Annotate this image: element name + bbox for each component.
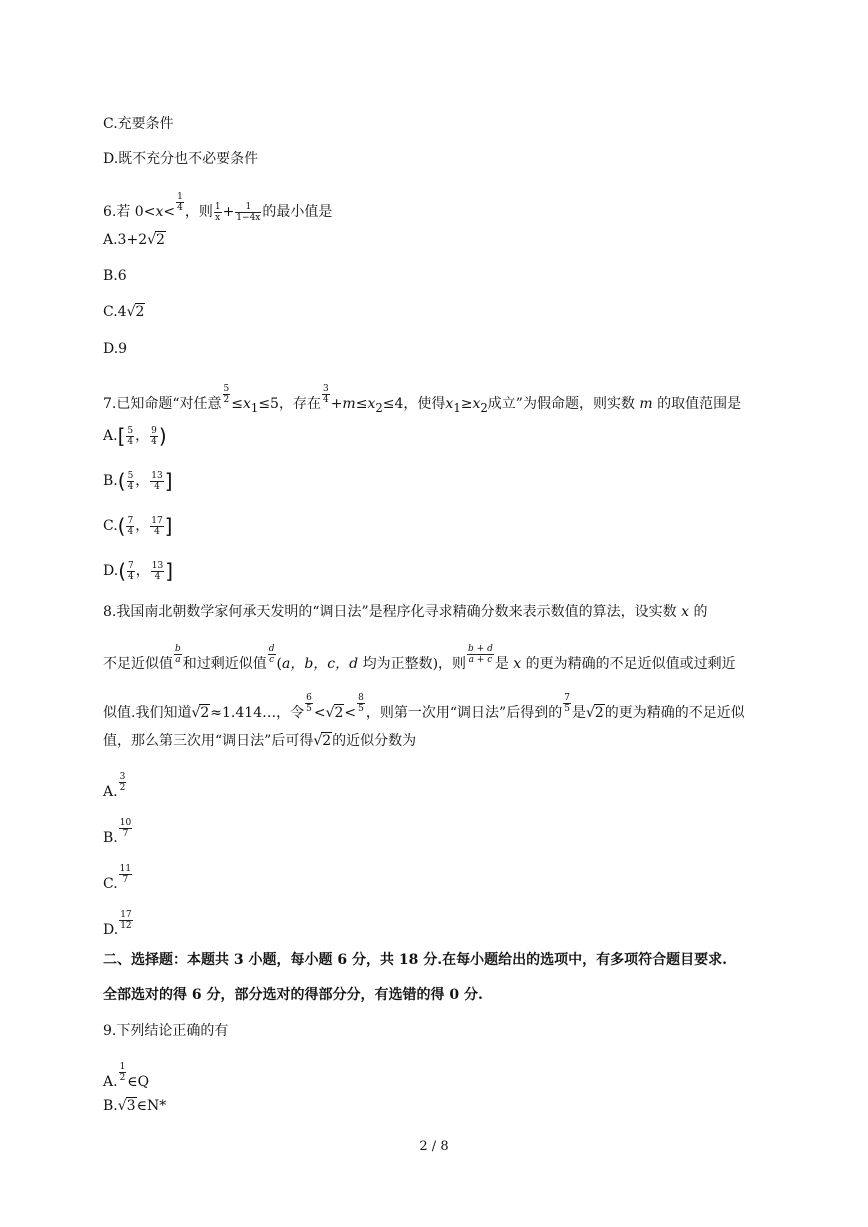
var-m: m	[342, 396, 356, 412]
q7-text: ≤5，存在	[258, 396, 321, 412]
fraction: $\frac{11}{7}$	[119, 864, 132, 885]
bracket-right: )	[158, 424, 167, 448]
lt-sign: <	[163, 204, 176, 220]
q8-text: ，则第一次用“调日法”后得到的	[365, 705, 563, 721]
q8-text: 是	[571, 705, 586, 721]
sqrt-2: √2	[585, 705, 604, 721]
fraction: $\frac{7}{4}$	[128, 560, 134, 582]
q8-option-a	[103, 772, 127, 800]
le-sign: ≤	[355, 396, 368, 412]
q8-text: ≈1.414…，令	[210, 705, 305, 721]
option-text: D.	[103, 563, 119, 579]
q8-option-b	[103, 818, 133, 846]
option-c-line	[103, 113, 174, 133]
q8-option-c	[103, 864, 133, 892]
option-text: C.	[103, 518, 118, 534]
fraction: $\frac{13}{4}$	[151, 470, 163, 492]
option-text: A.3+2	[103, 232, 148, 248]
var-x1: x	[445, 396, 454, 412]
fraction-quarter: $\frac{1}{4}$	[177, 192, 183, 213]
option-text: B.	[103, 473, 118, 489]
section-2-heading-cont	[103, 984, 483, 1004]
var-x1: x	[242, 396, 251, 412]
option-d-line	[103, 148, 258, 168]
lt-sign: <	[313, 705, 326, 721]
fraction: $\frac{5}{4}$	[127, 425, 134, 447]
q8-text: 值，那么第三次用“调日法”后可得	[103, 733, 314, 749]
q7-option-c	[103, 514, 172, 538]
var-x2: x	[367, 396, 376, 412]
fraction: $\frac{13}{4}$	[151, 560, 164, 582]
comma: ，	[135, 518, 150, 534]
q6-text: 的最小值是	[262, 204, 333, 220]
section-text: 全部选对的得 6 分，部分选对的得部分分，有选错的得 0 分.	[103, 987, 483, 1003]
subscript-1: 1	[453, 400, 461, 415]
fraction-bd-ac: $\frac{b + d}{a + c}$	[468, 644, 493, 665]
q7-text: 成立”为假命题，则实数	[487, 396, 635, 412]
sqrt-2: √2	[313, 733, 332, 749]
q8-text: (	[276, 656, 282, 672]
fraction-d-c: $\frac{d}{c}$	[268, 644, 275, 665]
ge-sign: ≥	[460, 396, 473, 412]
lt-sign: <	[344, 705, 357, 721]
q7-option-a	[103, 424, 167, 448]
option-text: B.	[103, 1098, 118, 1114]
q8-text: 不足近似值	[103, 656, 173, 672]
q8-text: 的	[693, 604, 708, 620]
q8-option-d	[103, 910, 134, 938]
q8-text: 是	[494, 656, 509, 672]
fraction: $\frac{5}{4}$	[127, 470, 134, 492]
q9-text: 9.下列结论正确的有	[103, 1023, 229, 1039]
fraction-7-5: $\frac{7}{5}$	[564, 693, 570, 714]
comma: ，	[135, 473, 150, 489]
option-text: C.充要条件	[103, 116, 174, 132]
option-text: B.	[103, 830, 118, 846]
q7-option-b	[103, 469, 173, 493]
q6-text: ，则	[184, 204, 213, 220]
sqrt-2: √2	[126, 304, 145, 320]
q7-text: 的取值范围是	[657, 396, 742, 412]
option-text: D.	[103, 922, 119, 938]
fraction-6-5: $\frac{6}{5}$	[306, 693, 312, 714]
q6-option-d	[103, 341, 127, 357]
q6-option-b	[103, 268, 127, 284]
option-text: C.	[103, 876, 118, 892]
bracket-left: (	[117, 514, 126, 538]
q9-option-a	[103, 1062, 149, 1090]
fraction: $\frac{17}{12}$	[120, 910, 132, 931]
fraction-5-2: $\frac{5}{2}$	[223, 384, 230, 405]
fraction-1-over-1-4x: $\frac{1}{1-4x}$	[236, 201, 261, 223]
q6-text: 6.若 0<	[103, 204, 156, 220]
bracket-left: (	[118, 559, 126, 583]
q9-option-b	[103, 1098, 166, 1114]
bracket-right: ]	[164, 514, 173, 538]
fraction-b-a: $\frac{b}{a}$	[175, 644, 181, 665]
question-6	[103, 192, 332, 223]
comma: ，	[135, 563, 150, 579]
q8-text: 似值.我们知道	[103, 705, 192, 721]
question-7	[103, 384, 741, 415]
bracket-left: (	[117, 469, 126, 493]
subscript-2: 2	[480, 400, 488, 415]
bracket-left: [	[117, 424, 126, 448]
option-text: D.既不充分也不必要条件	[103, 151, 259, 167]
q8-text: 的更为精确的不足近似	[604, 705, 745, 721]
question-9	[103, 1020, 228, 1040]
fraction: $\frac{9}{4}$	[151, 425, 157, 447]
q6-option-c	[103, 304, 145, 320]
q7-text: 7.已知命题“对任意	[103, 396, 222, 412]
fraction: $\frac{7}{4}$	[127, 515, 134, 537]
fraction: $\frac{17}{4}$	[151, 515, 163, 537]
q8-text: 的近似分数为	[332, 733, 417, 749]
option-text: C.4	[103, 304, 127, 320]
option-text: ∈Q	[127, 1074, 150, 1090]
section-2-heading	[103, 949, 727, 969]
var-x: x	[513, 656, 522, 672]
option-text: A.	[103, 428, 118, 444]
question-8-line-4	[103, 730, 416, 750]
sqrt-2: √2	[191, 705, 210, 721]
fraction: $\frac{10}{7}$	[119, 818, 132, 839]
question-8-line-2	[103, 644, 736, 673]
plus-sign: +	[330, 396, 343, 412]
q8-text: 均为正整数)，则	[362, 656, 467, 672]
sqrt-3: √3	[117, 1098, 136, 1114]
q7-option-d	[103, 559, 173, 583]
option-text: A.	[103, 1074, 118, 1090]
option-text: ∈N*	[136, 1098, 167, 1114]
section-text: 二、选择题：本题共 3 小题，每小题 6 分，共 18 分.在每小题给出的选项中，有多项符合题目要求.	[103, 952, 727, 968]
var-m: m	[639, 396, 653, 412]
q8-text: 的更为精确的不足近似值或过剩近	[525, 656, 736, 672]
fraction-3-4: $\frac{3}{4}$	[322, 384, 329, 405]
option-text: D.9	[103, 341, 128, 357]
le-sign: ≤	[231, 396, 243, 412]
fraction-1-2: $\frac{1}{2}$	[119, 1062, 126, 1083]
comma: ，	[135, 428, 150, 444]
subscript-2: 2	[375, 400, 383, 415]
var-x: x	[155, 204, 164, 220]
fraction: $\frac{3}{2}$	[119, 772, 126, 793]
plus-sign: +	[222, 204, 235, 220]
vars-abcd: a，b，c，d	[282, 656, 359, 672]
var-x: x	[681, 604, 690, 620]
option-text: B.6	[103, 268, 127, 284]
q6-option-a	[103, 232, 166, 248]
page-number: 2 / 8	[419, 1139, 449, 1154]
bracket-right: ]	[165, 559, 173, 583]
question-8-line-3	[103, 693, 745, 722]
fraction-1-over-x: $\frac{1}{x}$	[214, 201, 221, 223]
subscript-1: 1	[250, 400, 259, 415]
bracket-right: ]	[164, 469, 173, 493]
q8-text: 和过剩近似值	[182, 656, 267, 672]
q8-text: 8.我国南北朝数学家何承天发明的“调日法”是程序化寻求精确分数来表示数值的算法，设实数	[103, 604, 677, 620]
q7-text: ≤4，使得	[382, 396, 446, 412]
option-text: A.	[103, 784, 118, 800]
sqrt-2: √2	[147, 232, 165, 248]
var-x2: x	[472, 396, 481, 412]
sqrt-2: √2	[325, 705, 344, 721]
fraction-8-5: $\frac{8}{5}$	[358, 693, 364, 714]
question-8-line-1	[103, 601, 707, 621]
